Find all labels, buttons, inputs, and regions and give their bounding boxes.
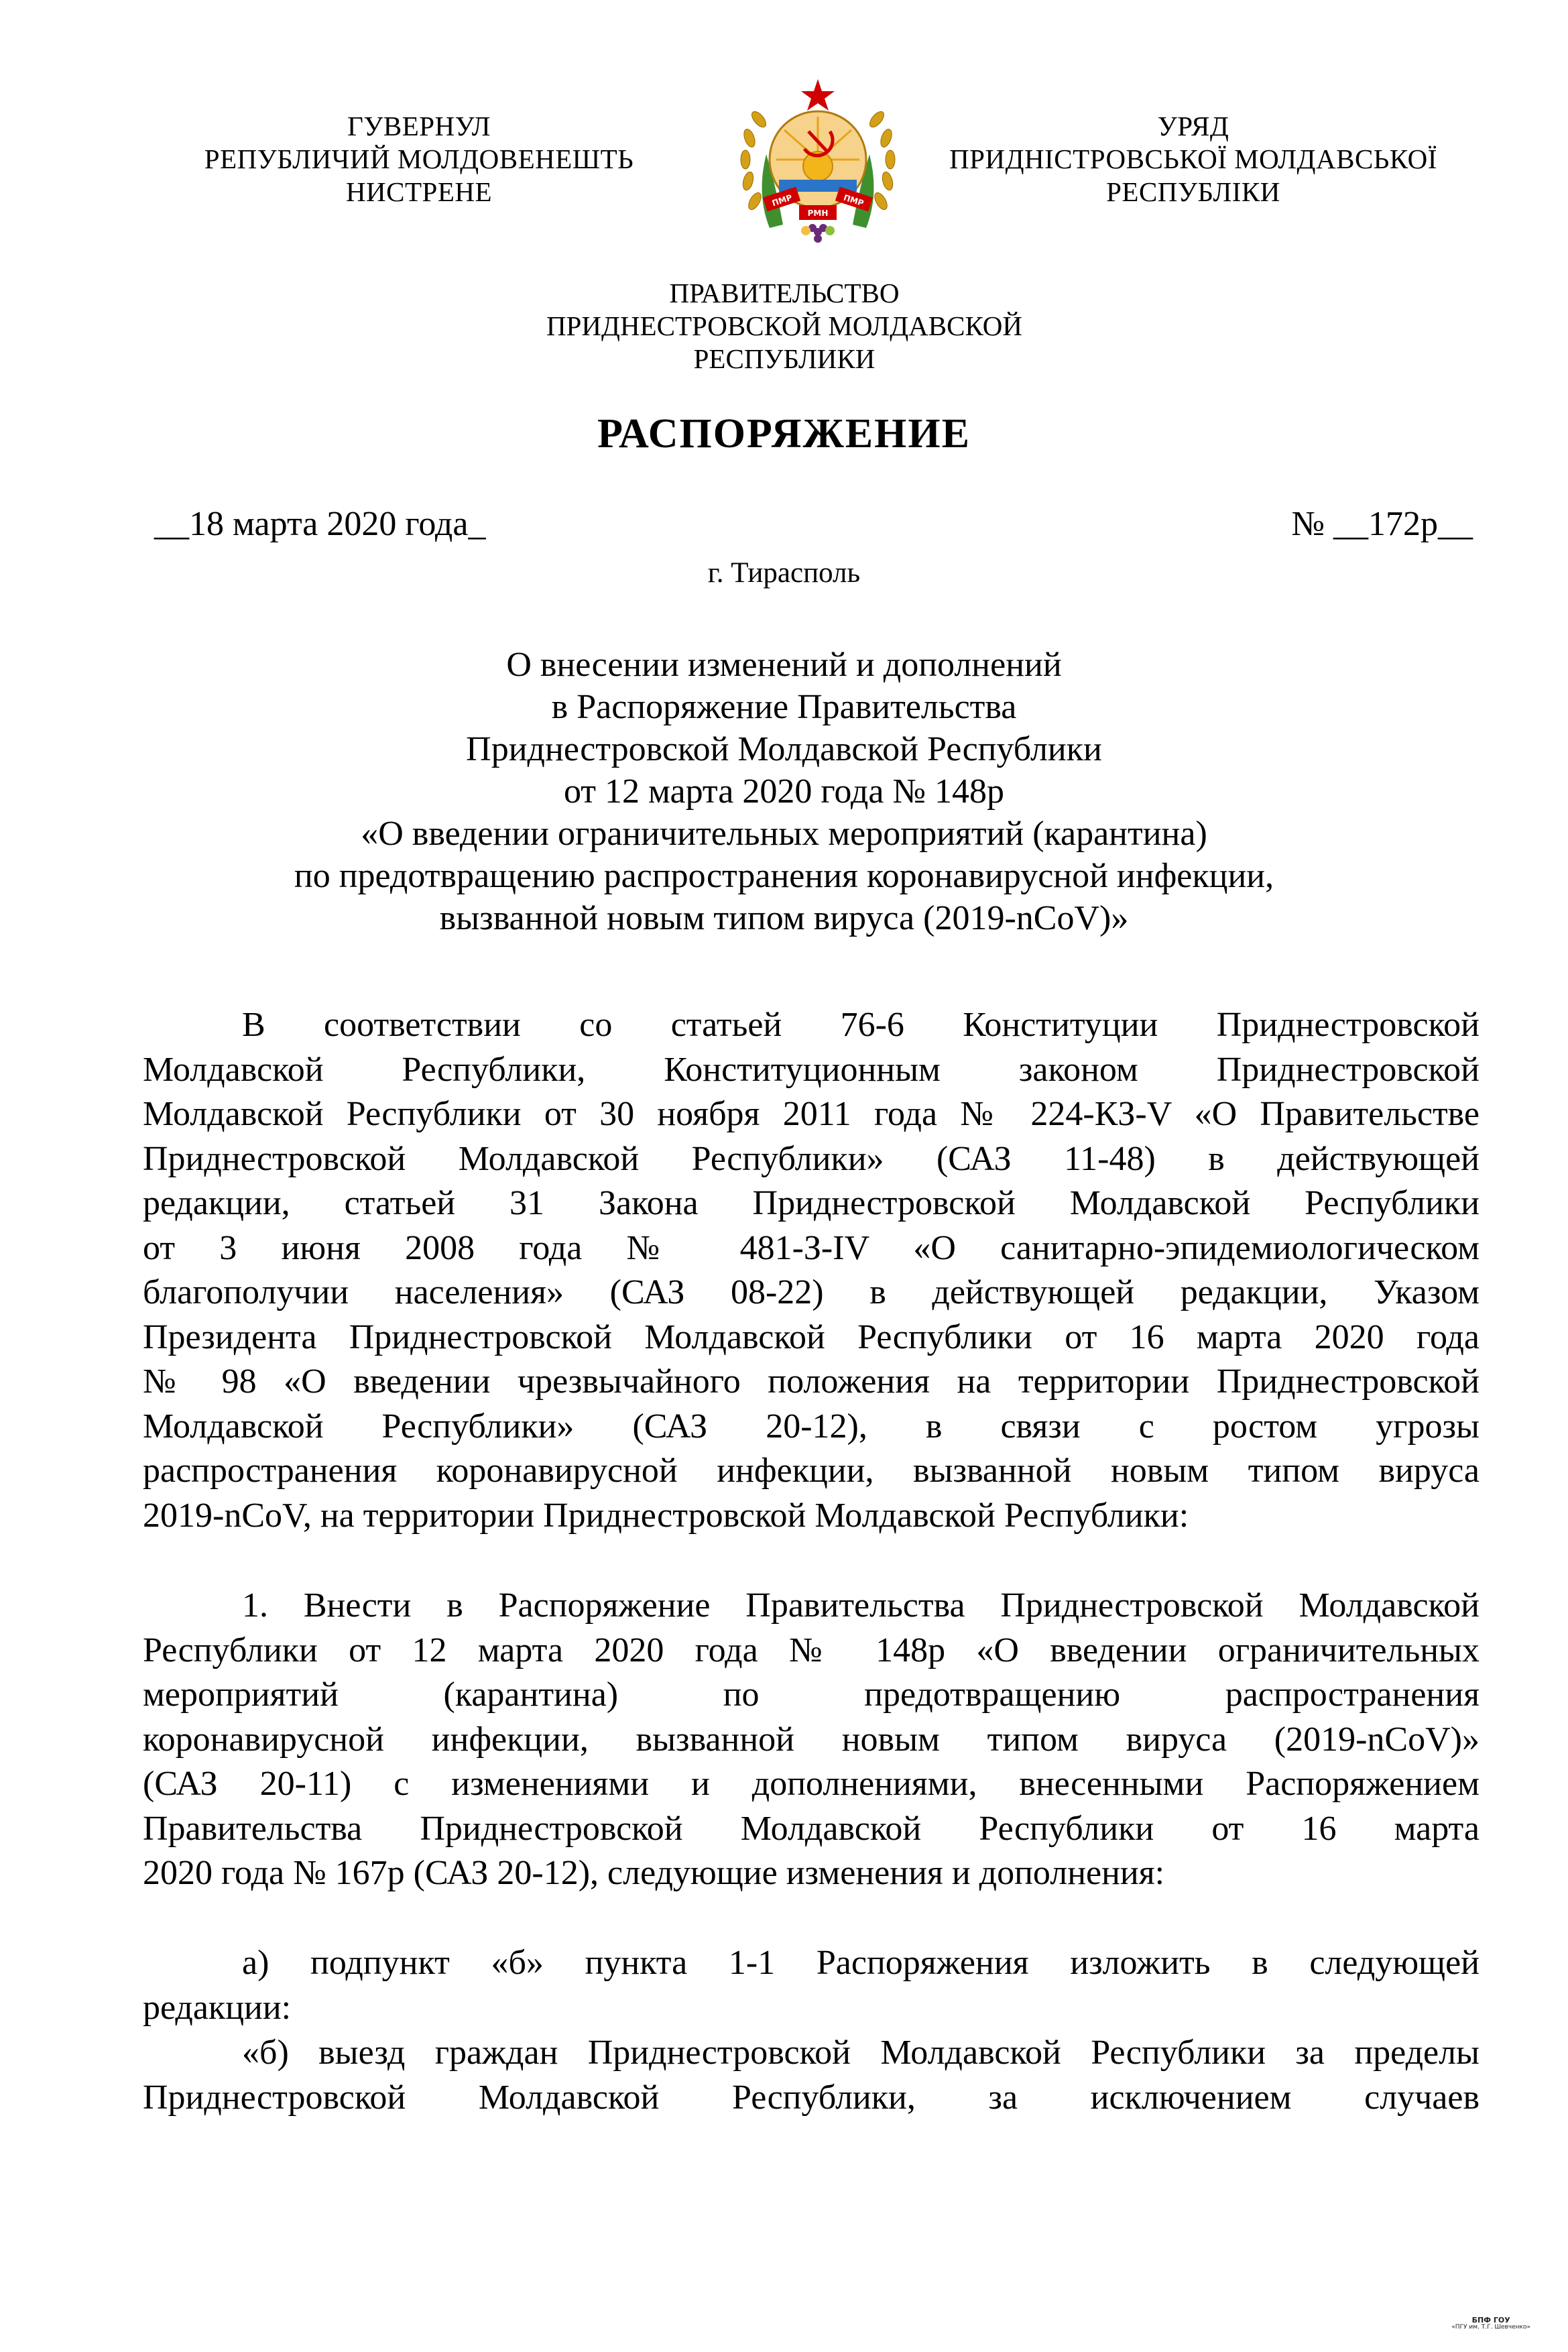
- subitem-b-paragraph: [143, 2031, 1480, 2120]
- text-line: распространения коронавирусной инфекции, вызванной новым типом вируса: [143, 1452, 1480, 1490]
- text-line: 2020 года № 167р (САЗ 20-12), следующие изменения и дополнения:: [143, 1854, 1165, 1892]
- title-line: вызванной новым типом вируса (2019-nCoV)»: [439, 899, 1129, 937]
- text-line: «б) выезд граждан Приднестровской Молдавской Республики за пределы: [242, 2034, 1480, 2072]
- text-line: 2019-nCoV, на территории Приднестровской Молдавской Республики:: [143, 1496, 1189, 1535]
- title-line: О внесении изменений и дополнений: [506, 646, 1062, 684]
- text-line: (САЗ 20-11) с изменениями и дополнениями, внесенными Распоряжением: [143, 1765, 1480, 1803]
- document-type-heading: РАСПОРЯЖЕНИЕ: [597, 411, 971, 457]
- title-line: по предотвращению распространения коронавирусной инфекции,: [294, 857, 1274, 895]
- text-line: коронавирусной инфекции, вызванной новым типом вируса (2019-nCoV)»: [143, 1720, 1480, 1759]
- header-moldavian: [178, 110, 660, 209]
- title-line: Приднестровской Молдавской Республики: [466, 730, 1102, 768]
- text-line: Молдавской Республики» (САЗ 20-12), в связи с ростом угрозы: [143, 1407, 1480, 1446]
- preamble-paragraph: [143, 1003, 1480, 1538]
- stamp-line: «ПГУ им. Т.Г. Шевченко»: [1451, 2324, 1530, 2331]
- text-line: Молдавской Республики от 30 ноября 2011 года № 224-КЗ-V «О Правительстве: [143, 1095, 1480, 1133]
- header-line: ПРИДНІСТРОВСЬКОЇ МОЛДАВСЬКОЇ: [949, 143, 1437, 174]
- header-line: РЕПУБЛИЧИЙ МОЛДОВЕНЕШТЬ: [204, 143, 634, 174]
- ribbon-right-label: ПМР: [842, 192, 865, 209]
- text-line: Приднестровской Молдавской Республики, за исключением случаев: [143, 2078, 1480, 2117]
- state-emblem-icon: [729, 74, 906, 248]
- header-line: ПРИДНЕСТРОВСКОЙ МОЛДАВСКОЙ: [546, 310, 1023, 341]
- text-line: В соответствии со статьей 76-6 Конституции Приднестровской: [242, 1006, 1480, 1044]
- document-city: г. Тирасполь: [707, 557, 861, 589]
- header-line: РЕСПУБЛІКИ: [1106, 176, 1280, 207]
- text-line: редакции, статьей 31 Закона Приднестровской Молдавской Республики: [143, 1184, 1480, 1222]
- subitem-a-paragraph: [143, 1941, 1480, 2030]
- ribbon-left-label: ПМР: [770, 192, 794, 209]
- header-ukrainian: [918, 110, 1468, 209]
- text-line: мероприятий (карантина) по предотвращению распространения: [143, 1675, 1480, 1714]
- item-1-paragraph: [143, 1584, 1480, 1896]
- header-russian: [449, 277, 1120, 375]
- stamp-line: БПФ ГОУ: [1471, 2316, 1510, 2325]
- text-line: Приднестровской Молдавской Республики» (САЗ 11-48) в действующей: [143, 1139, 1480, 1178]
- text-line: 1. Внести в Распоряжение Правительства Приднестровской Молдавской: [242, 1586, 1480, 1625]
- text-line: редакции:: [143, 1988, 292, 2027]
- header-line: ГУВЕРНУЛ: [347, 111, 491, 141]
- text-line: Молдавской Республики, Конституционным законом Приднестровской: [143, 1050, 1480, 1089]
- document-title: [201, 644, 1367, 939]
- header-line: УРЯД: [1157, 111, 1229, 141]
- header-line: РЕСПУБЛИКИ: [693, 343, 876, 374]
- document-number: № __172р__: [1291, 505, 1473, 543]
- text-line: № 98 «О введении чрезвычайного положения на территории Приднестровской: [143, 1362, 1480, 1401]
- library-stamp: [1451, 2316, 1530, 2331]
- ribbon-center-label: РМН: [807, 209, 829, 218]
- title-line: от 12 марта 2020 года № 148р: [563, 772, 1005, 811]
- text-line: Правительства Приднестровской Молдавской Республики от 16 марта: [143, 1809, 1480, 1848]
- text-line: благополучии населения» (САЗ 08-22) в действующей редакции, Указом: [143, 1273, 1480, 1311]
- document-date: __18 марта 2020 года_: [154, 505, 486, 543]
- text-line: от 3 июня 2008 года № 481-З-IV «О санитарно-эпидемиологическом: [143, 1228, 1480, 1267]
- header-line: ПРАВИТЕЛЬСТВО: [669, 278, 900, 308]
- header-line: НИСТРЕНЕ: [345, 176, 493, 207]
- title-line: «О введении ограничительных мероприятий (карантина): [361, 815, 1207, 853]
- text-line: Республики от 12 марта 2020 года № 148р «О введении ограничительных: [143, 1631, 1480, 1669]
- text-line: Президента Приднестровской Молдавской Республики от 16 марта 2020 года: [143, 1317, 1480, 1356]
- title-line: в Распоряжение Правительства: [551, 688, 1017, 726]
- text-line: а) подпункт «б» пункта 1-1 Распоряжения изложить в следующей: [242, 1944, 1480, 1982]
